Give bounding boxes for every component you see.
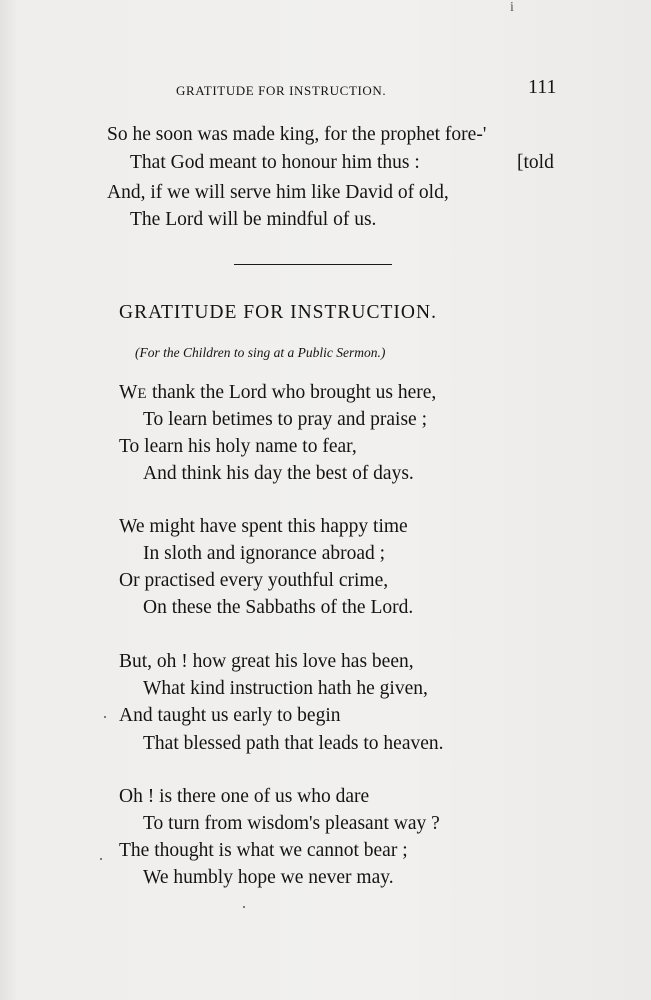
stanza-3-line-2: What kind instruction hath he given,: [143, 678, 428, 699]
stanza-4-line-2: To turn from wisdom's pleasant way ?: [143, 813, 440, 834]
paper-speck: [100, 858, 102, 860]
prev-poem-carryover: [told: [517, 152, 554, 173]
stanza-4-line-4: We humbly hope we never may.: [143, 867, 394, 888]
smallcap-letter: E: [137, 386, 148, 402]
stanza-4-line-3: The thought is what we cannot bear ;: [119, 840, 408, 861]
stanza-3-line-4: That blessed path that leads to heaven.: [143, 733, 444, 754]
stanza-2-line-1: We might have spent this happy time: [119, 516, 408, 537]
stanza-1-line-1: [119, 383, 436, 403]
page-number: 111: [528, 76, 557, 98]
stanza-3-line-1: But, oh ! how great his love has been,: [119, 651, 414, 672]
prev-poem-line-4: The Lord will be mindful of us.: [130, 209, 377, 230]
stanza-1-line-4: And think his day the best of days.: [143, 463, 414, 484]
poem-title: GRATITUDE FOR INSTRUCTION.: [119, 302, 437, 323]
stanza-2-line-4: On these the Sabbaths of the Lord.: [143, 597, 414, 618]
stanza-1-line-3: To learn his holy name to fear,: [119, 436, 357, 457]
drop-initial: W: [119, 382, 138, 403]
stanza-1-line-2: To learn betimes to pray and praise ;: [143, 409, 427, 430]
stanza-2-line-2: In sloth and ignorance abroad ;: [143, 543, 386, 564]
corner-mark: i: [510, 0, 514, 15]
section-divider: [234, 264, 392, 265]
stanza-4-line-1: Oh ! is there one of us who dare: [119, 786, 370, 807]
prev-poem-line-2: That God meant to honour him thus :: [130, 152, 420, 173]
paper-speck: [243, 906, 245, 908]
stanza-1-line-1-rest: thank the Lord who brought us here,: [147, 382, 437, 403]
stanza-3-line-3: And taught us early to begin: [119, 705, 341, 726]
prev-poem-line-3: And, if we will serve him like David of old,: [107, 182, 449, 203]
poem-subtitle: (For the Children to sing at a Public Sermon.): [135, 345, 386, 360]
stanza-2-line-3: Or practised every youthful crime,: [119, 570, 389, 591]
prev-poem-line-1: So he soon was made king, for the prophet fore-': [107, 124, 487, 145]
paper-speck: [104, 716, 106, 718]
running-head: GRATITUDE FOR INSTRUCTION.: [176, 83, 387, 98]
